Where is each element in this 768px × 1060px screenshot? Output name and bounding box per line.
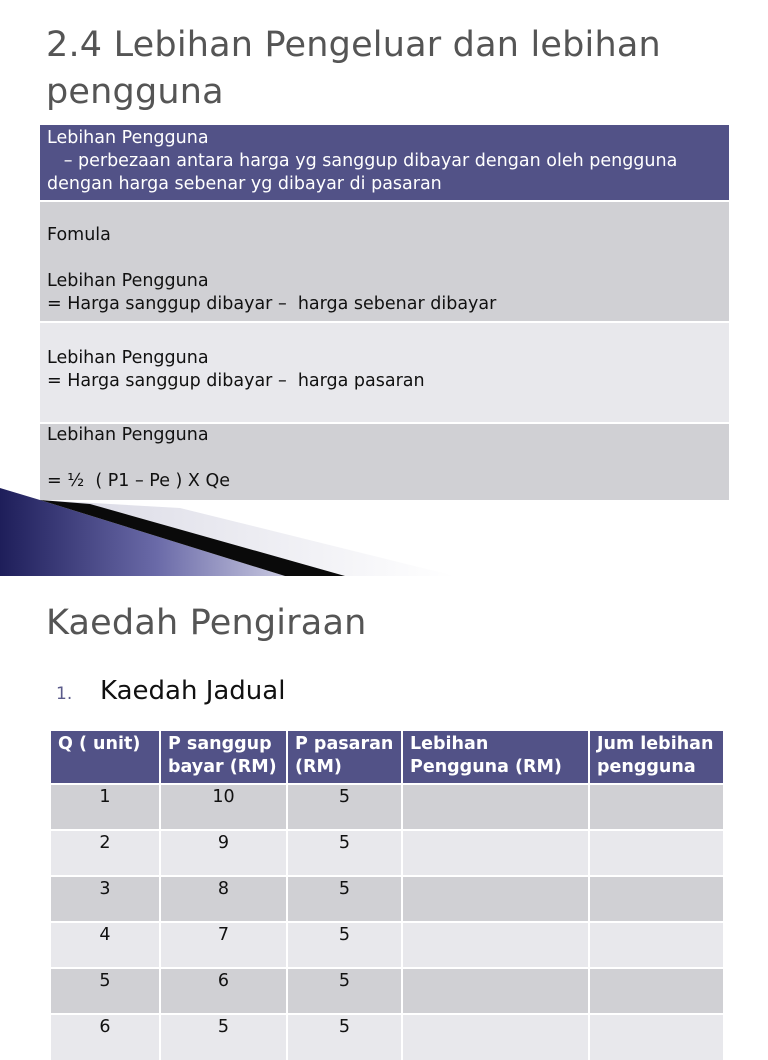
table-row bbox=[51, 876, 723, 922]
formula-row bbox=[40, 202, 729, 323]
cell-q: 6 bbox=[51, 1014, 160, 1060]
cell-q: 2 bbox=[51, 830, 160, 876]
definition-header-row bbox=[40, 125, 729, 202]
header-lebihan: Lebihan Pengguna (RM) bbox=[402, 731, 589, 784]
formula-equation: = Harga sanggup dibayar – harga sebenar dibayar bbox=[47, 294, 497, 314]
cell-p-sanggup: 7 bbox=[160, 922, 287, 968]
cell-lebihan bbox=[402, 830, 589, 876]
cell-p-sanggup: 8 bbox=[160, 876, 287, 922]
formula-3-equation: = ½ ( P1 – Pe ) X Qe bbox=[47, 471, 231, 491]
cell-q: 3 bbox=[51, 876, 160, 922]
cell-jum-lebihan bbox=[589, 968, 723, 1014]
table-row bbox=[51, 968, 723, 1014]
cell-q: 4 bbox=[51, 922, 160, 968]
header-p-sanggup: P sanggup bayar (RM) bbox=[160, 731, 287, 784]
definition-line-2: dengan harga sebenar yg dibayar di pasaran bbox=[47, 174, 442, 194]
formula-label: Fomula bbox=[47, 225, 111, 245]
cell-p-pasaran: 5 bbox=[287, 830, 402, 876]
formula-heading: Lebihan Pengguna bbox=[47, 271, 209, 291]
cell-p-sanggup: 5 bbox=[160, 1014, 287, 1060]
header-p-pasaran: P pasaran (RM) bbox=[287, 731, 402, 784]
cell-p-sanggup: 10 bbox=[160, 784, 287, 830]
header-jum-lebihan: Jum lebihan pengguna bbox=[589, 731, 723, 784]
cell-p-pasaran: 5 bbox=[287, 876, 402, 922]
cell-q: 5 bbox=[51, 968, 160, 1014]
definition-table bbox=[40, 125, 729, 500]
decorative-swoosh bbox=[0, 470, 768, 576]
cell-p-pasaran: 5 bbox=[287, 968, 402, 1014]
cell-jum-lebihan bbox=[589, 922, 723, 968]
cell-lebihan bbox=[402, 876, 589, 922]
formula-row-2 bbox=[40, 323, 729, 424]
list-number: 1. bbox=[56, 684, 73, 704]
cell-jum-lebihan bbox=[589, 830, 723, 876]
table-row bbox=[51, 830, 723, 876]
header-q: Q ( unit) bbox=[51, 731, 160, 784]
cell-q: 1 bbox=[51, 784, 160, 830]
cell-jum-lebihan bbox=[589, 876, 723, 922]
cell-p-pasaran: 5 bbox=[287, 784, 402, 830]
table-row bbox=[51, 922, 723, 968]
table-row bbox=[51, 784, 723, 830]
table-row bbox=[51, 1014, 723, 1060]
cell-lebihan bbox=[402, 968, 589, 1014]
formula-2-equation: = Harga sanggup dibayar – harga pasaran bbox=[47, 371, 425, 391]
cell-lebihan bbox=[402, 922, 589, 968]
definition-line-1: – perbezaan antara harga yg sanggup dibayar dengan oleh pengguna bbox=[47, 151, 678, 171]
definition-heading: Lebihan Pengguna bbox=[47, 128, 209, 148]
cell-p-pasaran: 5 bbox=[287, 922, 402, 968]
formula-2-heading: Lebihan Pengguna bbox=[47, 348, 209, 368]
cell-jum-lebihan bbox=[589, 784, 723, 830]
slide-2-title: Kaedah Pengiraan bbox=[46, 603, 367, 643]
table-header-row bbox=[51, 731, 723, 784]
list-text: Kaedah Jadual bbox=[100, 676, 286, 706]
cell-lebihan bbox=[402, 784, 589, 830]
calculation-table bbox=[51, 731, 723, 1060]
cell-p-sanggup: 6 bbox=[160, 968, 287, 1014]
cell-lebihan bbox=[402, 1014, 589, 1060]
cell-jum-lebihan bbox=[589, 1014, 723, 1060]
formula-3-heading: Lebihan Pengguna bbox=[47, 425, 209, 445]
slide-1-title: 2.4 Lebihan Pengeluar dan lebihan pengguna bbox=[46, 25, 661, 112]
cell-p-sanggup: 9 bbox=[160, 830, 287, 876]
cell-p-pasaran: 5 bbox=[287, 1014, 402, 1060]
slide-2 bbox=[0, 576, 768, 1037]
